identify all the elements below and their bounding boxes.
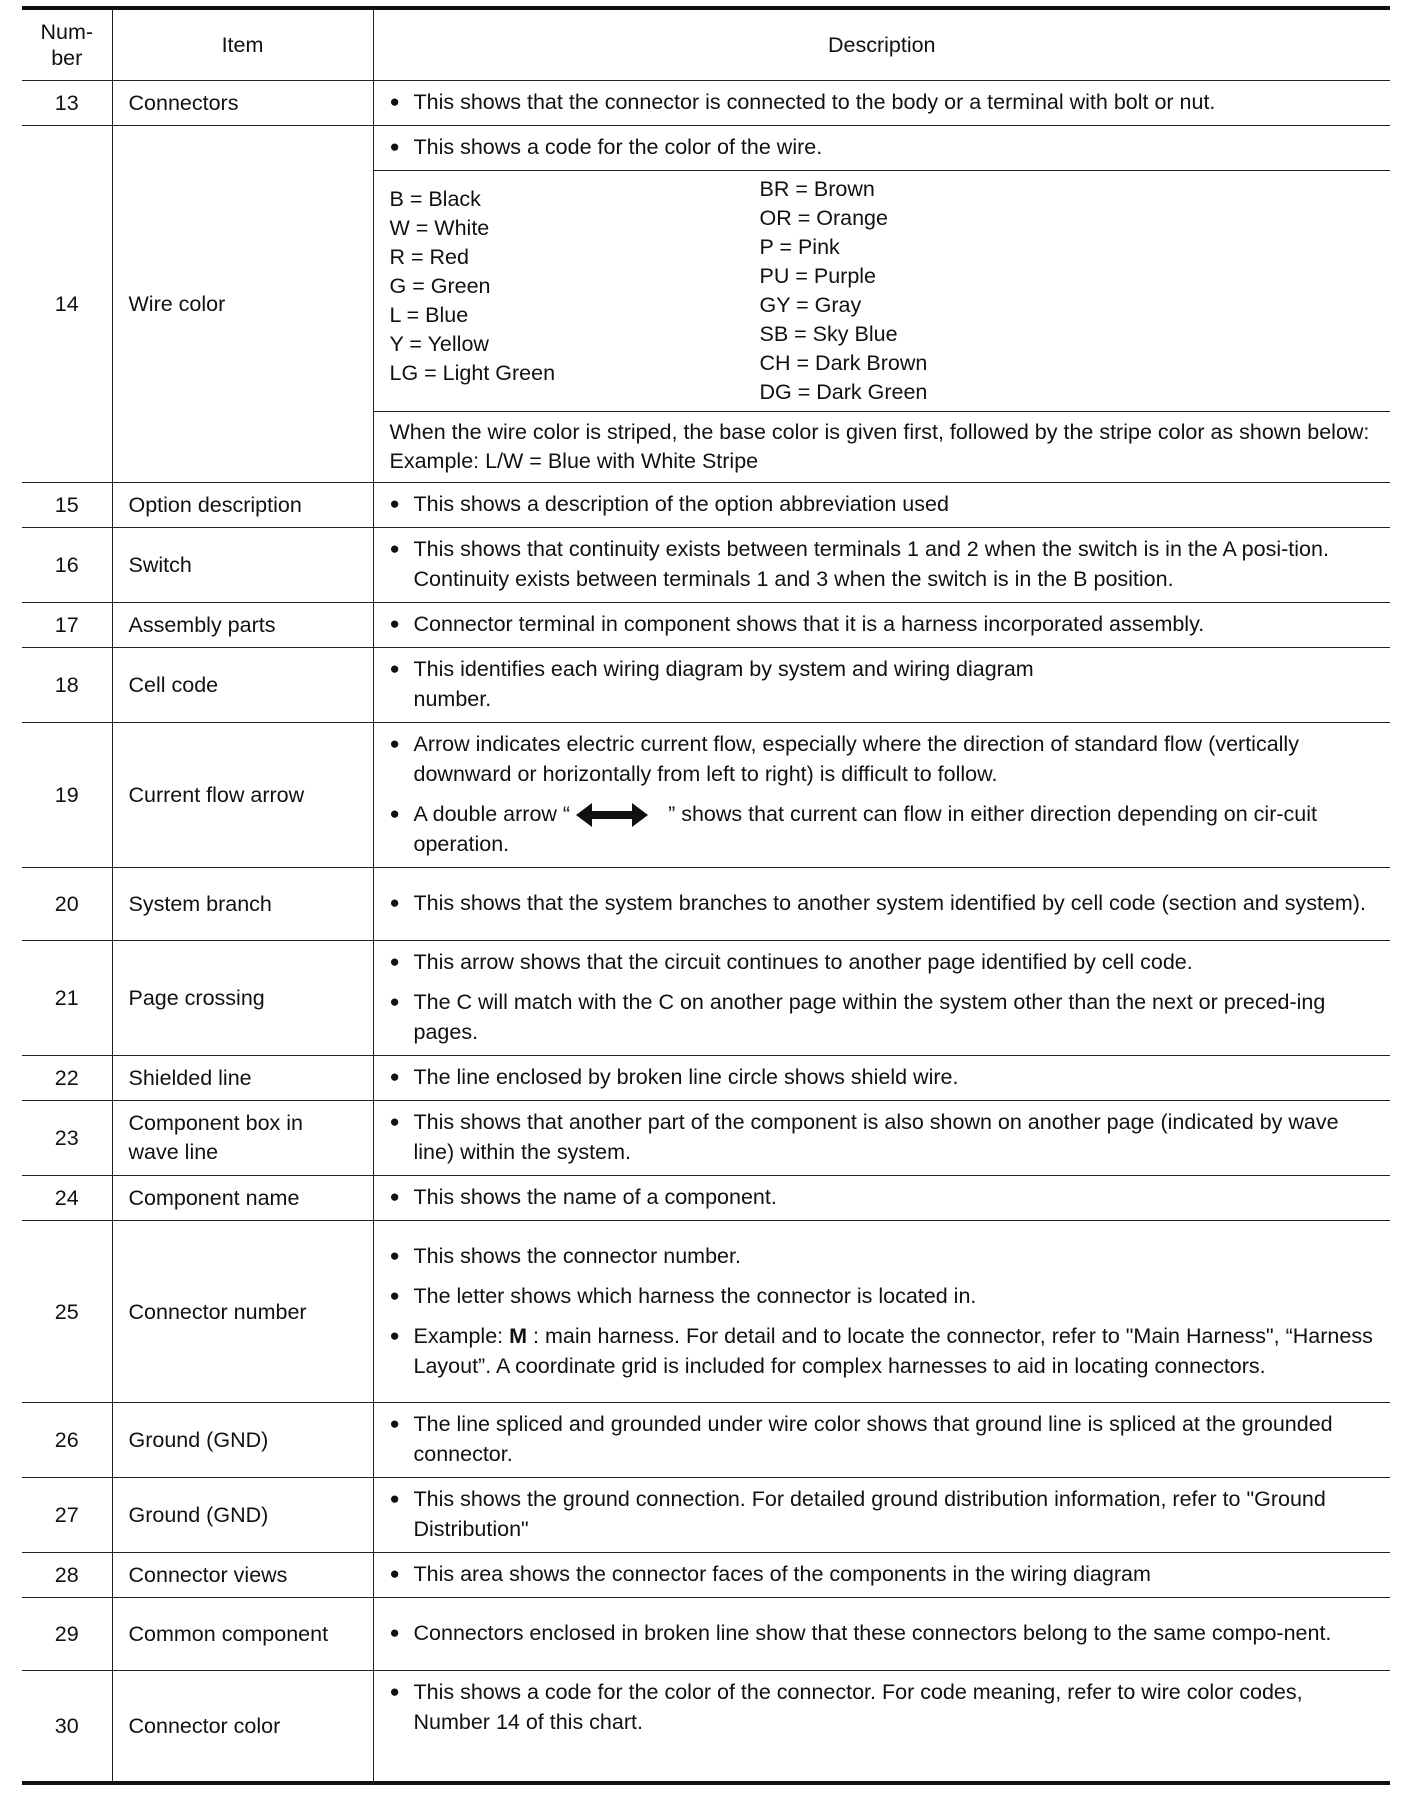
row-description: [373, 723, 1390, 868]
table-row: [22, 528, 1390, 603]
description-text: This shows the ground connection. For detailed ground distribution information, refer to "Ground Distribution": [413, 1487, 1326, 1542]
description-text: This shows that continuity exists between terminals 1 and 2 when the switch is in the A posi-tion. Continuity exists between terminals 1 and 3 when the switch is in the B position.: [413, 537, 1329, 591]
table-header-row: [22, 8, 1390, 81]
row-number: 24: [22, 1176, 112, 1221]
bullet-icon: ●: [389, 1682, 400, 1702]
row-number: 22: [22, 1056, 112, 1101]
wire-color-codes-right: [760, 175, 1320, 407]
bullet-icon: ●: [389, 1414, 400, 1434]
bullet-icon: ●: [389, 539, 400, 558]
row-number: 17: [22, 603, 112, 648]
bullet-icon: ●: [389, 952, 400, 972]
bullet-icon: ●: [389, 1489, 400, 1509]
description-text: This identifies each wiring diagram by system and wiring diagram: [413, 657, 1034, 681]
double-arrow-icon: [576, 801, 648, 829]
row-number: 30: [22, 1671, 112, 1783]
bullet-icon: ●: [389, 1112, 400, 1132]
row-number: 15: [22, 483, 112, 528]
description-text: This shows the connector number.: [413, 1243, 741, 1268]
bullet-icon: ●: [389, 1245, 400, 1265]
bullet-icon: ●: [389, 1187, 400, 1207]
bullet-icon: ●: [389, 659, 400, 678]
description-text: ” shows that current can flow in either direction depending on cir-cuit operation.: [413, 802, 1317, 857]
header-number-a: Num-: [40, 20, 94, 44]
row-item: Wire color: [112, 126, 373, 483]
description-text: Example:: [413, 1323, 510, 1348]
header-number-b: ber: [51, 46, 83, 70]
table-row: [22, 126, 1390, 483]
description-text: This shows that another part of the component is also shown on another page (indicated by wave line) within the system.: [413, 1110, 1339, 1165]
description-text: number.: [413, 687, 492, 711]
bullet-icon: ●: [389, 893, 400, 913]
row-description: [373, 1598, 1390, 1671]
bullet-icon: ●: [389, 1325, 400, 1345]
color-code: R = Red: [389, 245, 469, 269]
row-item: Shielded line: [112, 1056, 373, 1101]
row-item: Cell code: [112, 648, 373, 723]
table-row: [22, 941, 1390, 1056]
table-row: [22, 1478, 1390, 1553]
description-text: Arrow indicates electric current flow, especially where the direction of standard flow (vertically downward or horizontally from left to right) is difficult to follow.: [413, 732, 1299, 786]
stripe-note: [374, 411, 1391, 482]
table-row: [22, 723, 1390, 868]
table-row: [22, 1056, 1390, 1101]
description-text: This shows that the connector is connected to the body or a terminal with bolt or nut.: [413, 90, 1216, 114]
row-item: Connector color: [112, 1671, 373, 1783]
row-number: 21: [22, 941, 112, 1056]
table-row: [22, 1221, 1390, 1403]
color-code: BR = Brown: [759, 177, 875, 201]
table-row: [22, 483, 1390, 528]
row-item: Connectors: [112, 81, 373, 126]
table-row: [22, 1671, 1390, 1783]
row-description: [373, 941, 1390, 1056]
color-code: SB = Sky Blue: [759, 322, 898, 346]
page: [22, 6, 1390, 1785]
row-item: Assembly parts: [112, 603, 373, 648]
row-number: 27: [22, 1478, 112, 1553]
table-row: [22, 648, 1390, 723]
row-number: 18: [22, 648, 112, 723]
color-code: GY = Gray: [759, 293, 862, 317]
row-item: Ground (GND): [112, 1403, 373, 1478]
row-description: [373, 1403, 1390, 1478]
color-code: G = Green: [389, 274, 491, 298]
description-text: The line spliced and grounded under wire color shows that ground line is spliced at the grounded connector.: [413, 1412, 1333, 1467]
header-item: Item: [112, 8, 373, 81]
row-number: 26: [22, 1403, 112, 1478]
table-row: [22, 1176, 1390, 1221]
color-code: W = White: [389, 216, 490, 240]
row-description: [373, 1221, 1390, 1403]
row-item: Common component: [112, 1598, 373, 1671]
bullet-icon: ●: [389, 804, 400, 823]
table-row: [22, 868, 1390, 941]
row-description: [373, 1671, 1390, 1783]
bullet-icon: ●: [389, 1067, 400, 1087]
description-text: This arrow shows that the circuit continues to another page identified by cell code.: [413, 950, 1193, 975]
description-text: The line enclosed by broken line circle shows shield wire.: [413, 1065, 959, 1090]
table-row: [22, 603, 1390, 648]
stripe-note-text: When the wire color is striped, the base color is given first, followed by the stripe color as shown below:: [389, 420, 1370, 444]
table-row: [22, 1598, 1390, 1671]
row-number: 20: [22, 868, 112, 941]
bullet-icon: ●: [389, 1564, 400, 1584]
row-item: Current flow arrow: [112, 723, 373, 868]
description-text: This shows the name of a component.: [413, 1185, 777, 1210]
row-item-line: Component box in: [128, 1111, 303, 1136]
color-code: L = Blue: [389, 303, 469, 327]
description-text: This area shows the connector faces of the components in the wiring diagram: [413, 1562, 1151, 1587]
row-description: [373, 603, 1390, 648]
row-description: [373, 1176, 1390, 1221]
row-description: [373, 1553, 1390, 1598]
stripe-example: Example: L/W = Blue with White Stripe: [389, 449, 759, 473]
row-item: Page crossing: [112, 941, 373, 1056]
row-item: Component name: [112, 1176, 373, 1221]
row-item: Switch: [112, 528, 373, 603]
color-code: DG = Dark Green: [759, 380, 928, 404]
row-description: [373, 1056, 1390, 1101]
row-number: 25: [22, 1221, 112, 1403]
bullet-icon: ●: [389, 1623, 400, 1643]
row-description: [373, 648, 1390, 723]
bullet-icon: ●: [389, 992, 400, 1012]
row-number: 16: [22, 528, 112, 603]
row-description: [373, 868, 1390, 941]
row-number: 14: [22, 126, 112, 483]
color-code: LG = Light Green: [389, 361, 556, 385]
bullet-icon: ●: [389, 137, 400, 156]
row-number: 28: [22, 1553, 112, 1598]
row-number: 29: [22, 1598, 112, 1671]
color-code: P = Pink: [759, 235, 840, 259]
row-description: [373, 1101, 1390, 1176]
row-item: Option description: [112, 483, 373, 528]
row-item: Ground (GND): [112, 1478, 373, 1553]
table-row: [22, 1553, 1390, 1598]
row-number: 23: [22, 1101, 112, 1176]
description-text: This shows a description of the option abbreviation used: [413, 492, 949, 516]
description-text: Connector terminal in component shows that it is a harness incorporated assembly.: [413, 612, 1205, 636]
row-description: [373, 483, 1390, 528]
color-code: PU = Purple: [759, 264, 877, 288]
row-description: [373, 1478, 1390, 1553]
description-text: This shows that the system branches to another system identified by cell code (section and system).: [413, 891, 1366, 916]
header-number: [22, 8, 112, 81]
bullet-icon: ●: [389, 92, 400, 111]
row-item: Connector views: [112, 1553, 373, 1598]
color-code: CH = Dark Brown: [759, 351, 928, 375]
description-text: Connectors enclosed in broken line show that these connectors belong to the same compo-nent.: [413, 1621, 1332, 1646]
description-text: This shows a code for the color of the wire.: [413, 135, 823, 159]
wire-color-codes-left: [390, 175, 760, 407]
bullet-icon: ●: [389, 1285, 400, 1305]
description-text: : main harness. For detail and to locate the connector, refer to "Main Harness", “Harness Layout”. A coordinate grid is included for complex harnesses to aid in locating connectors.: [413, 1323, 1373, 1378]
table-row: [22, 1101, 1390, 1176]
row-description: [373, 126, 1390, 483]
wire-color-codes: [374, 170, 1391, 411]
description-text: This shows a code for the color of the connector. For code meaning, refer to wire color codes, Number 14 of this chart.: [413, 1680, 1303, 1735]
table-row: [22, 1403, 1390, 1478]
header-description: Description: [373, 8, 1390, 81]
description-text: A double arrow “: [413, 802, 571, 826]
row-item: [112, 1101, 373, 1176]
row-number: 19: [22, 723, 112, 868]
table-row: [22, 81, 1390, 126]
row-description: [373, 528, 1390, 603]
color-code: Y = Yellow: [389, 332, 489, 356]
bullet-icon: ●: [389, 494, 400, 513]
description-text: The letter shows which harness the connector is located in.: [413, 1283, 977, 1308]
bullet-icon: ●: [389, 614, 400, 633]
row-item: System branch: [112, 868, 373, 941]
wiring-legend-table: [22, 6, 1390, 1785]
harness-letter: M: [509, 1323, 528, 1348]
color-code: B = Black: [389, 187, 481, 211]
row-number: 13: [22, 81, 112, 126]
description-text: The C will match with the C on another page within the system other than the next or preced-ing pages.: [413, 990, 1326, 1045]
color-code: OR = Orange: [759, 206, 888, 230]
row-item-line: wave line: [128, 1140, 219, 1165]
bullet-icon: ●: [389, 734, 400, 753]
row-item: Connector number: [112, 1221, 373, 1403]
row-description: [373, 81, 1390, 126]
